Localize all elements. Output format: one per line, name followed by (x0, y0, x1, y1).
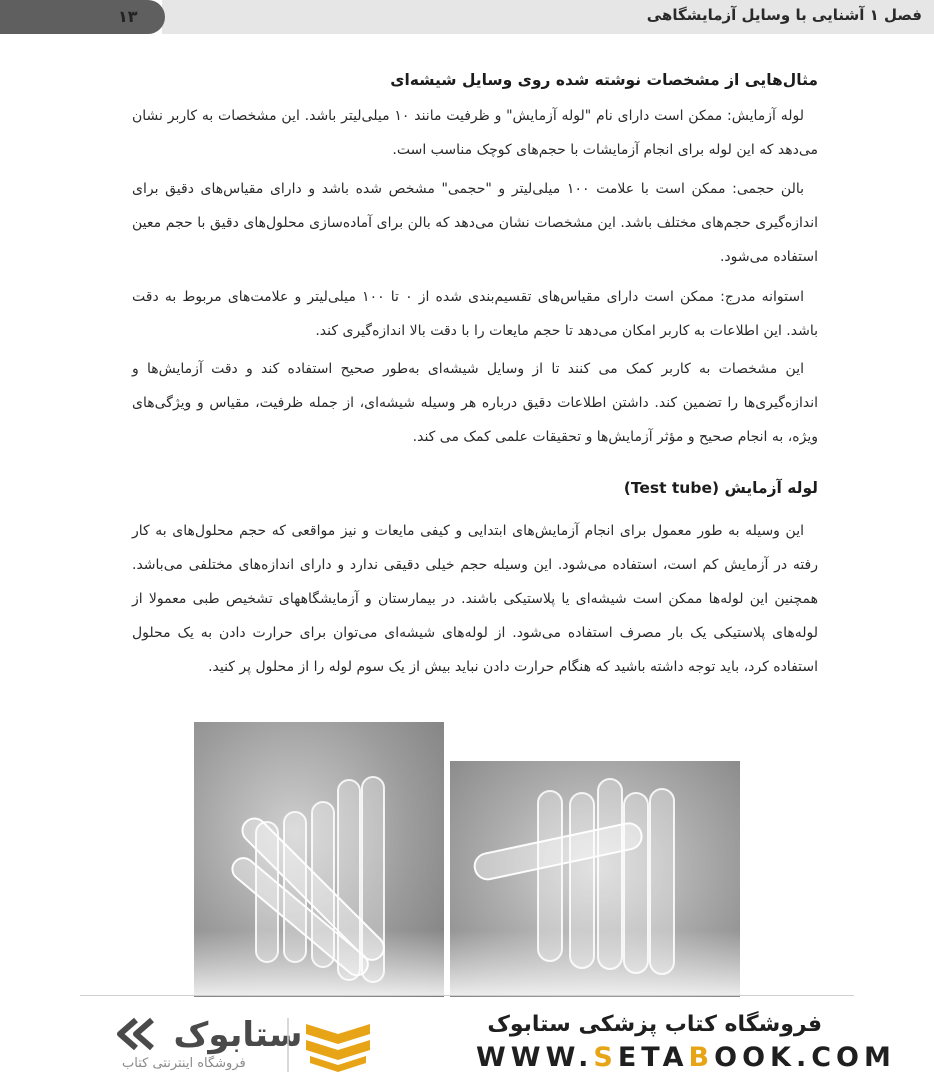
section-test-tube (132, 476, 818, 500)
paragraph-test-tube (132, 514, 818, 684)
paragraph-summary (132, 352, 818, 454)
photo-fade-overlay (80, 930, 854, 996)
paragraph-graduated-cylinder-example (132, 280, 818, 348)
paragraph: این وسیله به طور معمول برای انجام آزمایش‌های ابتدایی و کیفی مایعات و نیز مواقعی که حجم محلول‌های به کار رفته در آزمایش کم است، استفاده می‌شود. این وسیله حجم خیلی دقیقی ندارد و دارای اندازه‌های مختلفی می‌باشد. همچنین این لوله‌ها ممکن است شیشه‌ای یا پلاستیکی باشند. در بیمارستان و آزمایشگاههای تشخیص طبی معمولا از لوله‌های پلاستیکی یک بار مصرف استفاده می‌شود. از لوله‌های شیشه‌ای می‌توان برای حرارت دادن به یک محلول استفاده کرد، باید توجه داشته باشید که هنگام حرارت دادن نباید بیش از یک سوم لوله را از محلول پر کنید. (132, 523, 818, 675)
paragraph: بالن حجمی: ممکن است با علامت ۱۰۰ میلی‌لیتر و "حجمی" مشخص شده باشد و دارای مقیاس‌های دقیق برای اندازه‌گیری حجم‌های مختلف باشد. این مشخصات نشان می‌دهد که بالن برای آماده‌سازی محلول‌های دقیق با حجم معین استفاده می‌شود. (132, 181, 818, 265)
logo-wordmark: ستابوک (173, 1015, 303, 1055)
page-number: ۱۳ (118, 7, 138, 26)
url-part: OOK.COM (714, 1042, 896, 1073)
paragraph: استوانه مدرج: ممکن است دارای مقیاس‌های تقسیم‌بندی شده از ۰ تا ۱۰۰ میلی‌لیتر و علامت‌های مربوط به دقت باشد. این اطلاعات به کاربر امکان می‌دهد تا حجم مایعات را با دقت بالا اندازه‌گیری کند. (132, 289, 818, 339)
section-examples (132, 68, 818, 92)
page-number-tab (0, 0, 165, 34)
store-name: فروشگاه کتاب پزشکی ستابوک (487, 1012, 822, 1037)
url-accent: B (688, 1042, 715, 1073)
paragraph: این مشخصات به کاربر کمک می کنند تا از وسایل شیشه‌ای به‌طور صحیح استفاده کند و دقت آزمایش‌ها و اندازه‌گیری‌ها را تضمین کند. داشتن اطلاعات دقیق درباره هر وسیله شیشه‌ای، از جمله ظرفیت، مقیاس و ویژگی‌های ویژه، به انجام صحیح و مؤثر آزمایش‌ها و تحقیقات علمی کمک می کند. (132, 361, 818, 445)
store-url (476, 1042, 896, 1073)
url-accent: S (593, 1042, 618, 1073)
section-heading: مثال‌هایی از مشخصات نوشته شده روی وسایل شیشه‌ای (390, 71, 818, 89)
page-header (0, 0, 934, 34)
divider (80, 995, 854, 996)
header-title-band (162, 0, 934, 34)
logo-caption: فروشگاه اینترنتی کتاب (122, 1056, 246, 1071)
chapter-title: فصل ۱ آشنایی با وسایل آزمایشگاهی (646, 6, 922, 24)
url-part: ETA (617, 1042, 689, 1073)
paragraph: لوله آزمایش: ممکن است دارای نام "لوله آزمایش" و ظرفیت مانند ۱۰ میلی‌لیتر باشد. این مشخصات به کاربر نشان می‌دهد که این لوله برای انجام آزمایشات با حجم‌های کوچک مناسب است. (132, 108, 818, 158)
paragraph-volumetric-flask-example (132, 172, 818, 274)
section-heading: لوله آزمایش (Test tube) (623, 479, 818, 497)
paragraph-test-tube-example (132, 99, 818, 167)
url-part: WWW. (476, 1042, 594, 1073)
